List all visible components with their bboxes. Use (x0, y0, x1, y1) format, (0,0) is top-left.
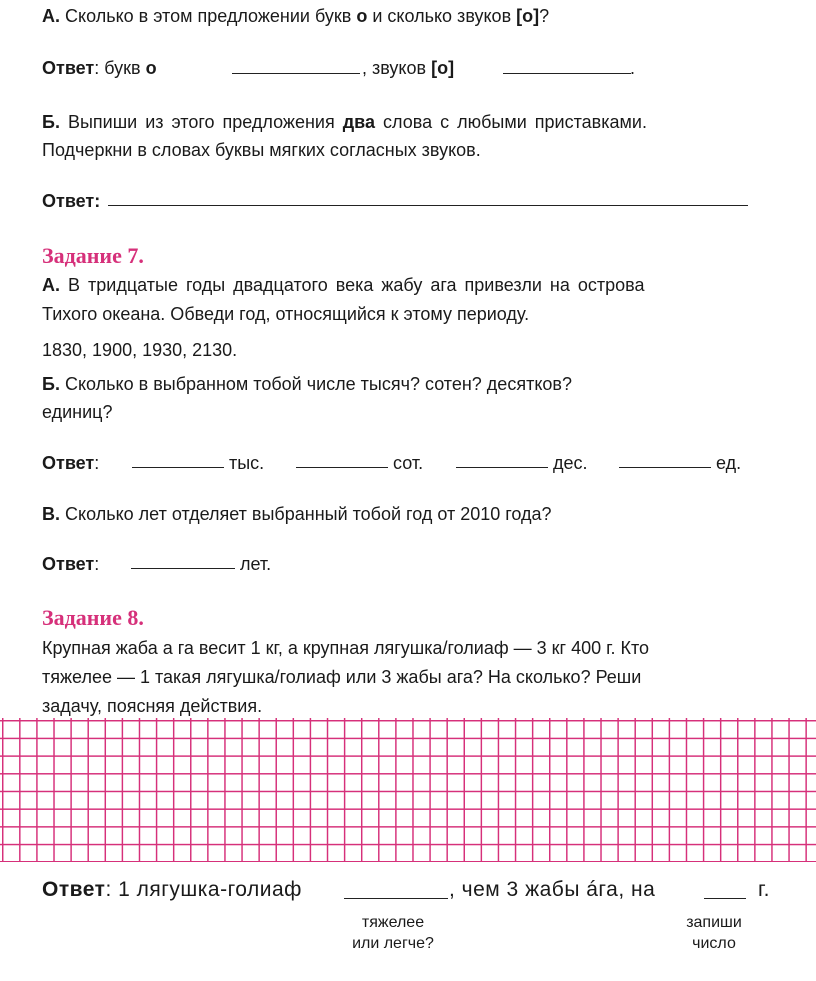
blank-thousands[interactable] (132, 467, 224, 468)
period: . (630, 58, 636, 78)
hint-write-number (664, 912, 764, 954)
blank-years[interactable] (131, 568, 235, 569)
blank-hundreds[interactable] (296, 467, 388, 468)
colon: : (94, 554, 100, 574)
hint-heavier-lighter (338, 912, 448, 954)
blank-ones[interactable] (619, 467, 711, 468)
blank-heavier-lighter[interactable] (344, 898, 448, 899)
question-prefix: Б. (42, 374, 60, 394)
question-text: слова с любыми приставками. (383, 112, 647, 132)
letter-o: о (356, 6, 368, 26)
task8-heading: Задание 8. (42, 605, 144, 630)
task7-c-question (42, 504, 552, 525)
sound-o: [о] (516, 6, 540, 26)
bold-word: два (342, 112, 376, 132)
question-text: и сколько звуков (372, 6, 512, 26)
question-a (42, 6, 549, 27)
unit-ones: ед. (716, 453, 742, 473)
question-text: Сколько в выбранном тобой числе тысяч? сотен? десятков? (64, 374, 572, 394)
answer-blank-sounds[interactable] (503, 73, 631, 74)
question-b-line2: Подчеркни в словах буквы мягких согласных звуков. (42, 140, 481, 160)
blank-grams[interactable] (704, 898, 746, 899)
task7-answer-label (42, 453, 99, 474)
task7-years[interactable]: 1830, 1900, 1930, 2130. (42, 340, 238, 360)
hint-line: тяжелее (361, 914, 425, 931)
unit-tens: дес. (553, 453, 588, 473)
answer-label: Ответ (42, 453, 95, 473)
unit-years: лет. (240, 554, 272, 574)
colon: : (94, 453, 100, 473)
answer-label: Ответ (42, 878, 106, 901)
graph-paper-grid[interactable] (0, 718, 816, 862)
question-prefix: А. (42, 275, 60, 295)
hint-line: число (692, 935, 736, 952)
answer-blank-letters[interactable] (232, 73, 360, 74)
task8-line1: Крупная жаба а га весит 1 кг, а крупная лягушка/голиаф — 3 кг 400 г. Кто (42, 638, 650, 658)
task8-line2: тяжелее — 1 такая лягушка/голиаф или 3 жабы ага? На сколько? Реши (42, 667, 642, 687)
answer-text: : букв (94, 58, 141, 78)
question-text: Выпиши из этого предложения (67, 112, 335, 132)
question-text: В тридцатые годы двадцатого века жабу ага привезли на острова (68, 275, 645, 295)
hint-line: или легче? (352, 935, 434, 952)
answer-a-sounds (362, 58, 454, 79)
letter-o: о (145, 58, 157, 78)
answer-text: , чем 3 жабы áга, на (449, 878, 656, 901)
answer-b-blank[interactable] (108, 205, 748, 206)
question-b-line1 (42, 112, 647, 133)
task7-a-line2: Тихого океана. Обведи год, относящийся к этому периоду. (42, 304, 530, 324)
question-prefix: Б. (42, 112, 60, 132)
answer-label: Ответ (42, 58, 95, 78)
answer-a-row (42, 58, 157, 79)
question-prefix: В. (42, 504, 60, 524)
task7-b-line2: единиц? (42, 402, 113, 422)
hint-line: запиши (686, 914, 742, 931)
task7-b-line1 (42, 374, 572, 395)
answer-b-label (42, 191, 100, 212)
question-mark: ? (539, 6, 550, 26)
question-text: Сколько лет отделяет выбранный тобой год от 2010 года? (65, 504, 552, 524)
unit-hundreds: сот. (393, 453, 424, 473)
answer-label: Ответ (42, 554, 95, 574)
answer-text: , звуков (362, 58, 427, 78)
task7-c-answer-label (42, 554, 99, 575)
answer-text: : 1 лягушка-голиаф (105, 878, 302, 901)
task7-a-line1 (42, 275, 645, 296)
task8-answer-row (42, 878, 302, 902)
question-text: Сколько в этом предложении букв (65, 6, 352, 26)
answer-label: Ответ: (42, 191, 101, 211)
task8-line3: задачу, поясняя действия. (42, 696, 263, 716)
blank-tens[interactable] (456, 467, 548, 468)
task7-heading: Задание 7. (42, 243, 144, 268)
unit-thousands: тыс. (229, 453, 265, 473)
unit-grams: г. (758, 878, 770, 901)
question-prefix: А. (42, 6, 60, 26)
sound-o: [о] (431, 58, 455, 78)
